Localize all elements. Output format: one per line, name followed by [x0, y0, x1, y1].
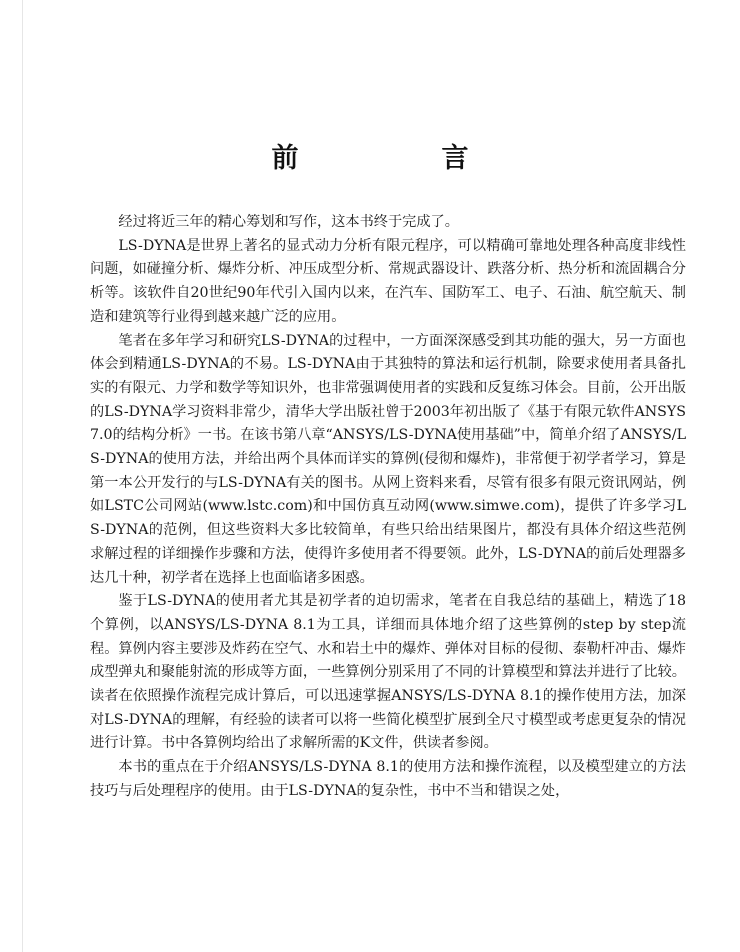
paragraph-3: 笔者在多年学习和研究LS-DYNA的过程中，一方面深深感受到其功能的强大，另一方面也体会到精通LS-DYNA的不易。LS-DYNA由于其独特的算法和运行机制，除要求使用者具备扎实的有限元、力学和数学等知识外，也非常强调使用者的实践和反复练习体会。目前，公开出版的LS-DYNA学习资料非常少，清华大学出版社曾于2003年初出版了《基于有限元软件ANSYS 7.0的结构分析》一书。在该书第八章“ANSYS/LS-DYNA使用基础”中，简单介绍了ANSYS/LS-DYNA的使用方法，并给出两个具体而详实的算例(侵彻和爆炸)，非常便于初学者学习，算是第一本公开发行的与LS-DYNA有关的图书。从网上资料来看，尽管有很多有限元资讯网站，例如LSTC公司网站(www.lstc.com)和中国仿真互动网(www.simwe.com)，提供了许多学习LS-DYNA的范例，但这些资料大多比较简单，有些只给出结果图片，都没有具体介绍这些范例求解过程的详细操作步骤和方法，使得许多使用者不得要领。此外，LS-DYNA的前后处理器多达几十种，初学者在选择上也面临诸多困惑。 — [90, 332, 686, 586]
paragraph-5: 本书的重点在于介绍ANSYS/LS-DYNA 8.1的使用方法和操作流程，以及模型建立的方法技巧与后处理程序的使用。由于LS-DYNA的复杂性，书中不当和错误之处， — [90, 759, 686, 799]
paragraph-2: LS-DYNA是世界上著名的显式动力分析有限元程序，可以精确可靠地处理各种高度非线性问题，如碰撞分析、爆炸分析、冲压成型分析、常规武器设计、跌落分析、热分析和流固耦合分析等。该软件自20世纪90年代引入国内以来，在汽车、国防军工、电子、石油、航空航天、制造和建筑等行业得到越来越广泛的应用。 — [90, 237, 686, 325]
preface-body — [90, 211, 686, 804]
paragraph-4: 鉴于LS-DYNA的使用者尤其是初学者的迫切需求，笔者在自我总结的基础上，精选了18个算例，以ANSYS/LS-DYNA 8.1为工具，详细而具体地介绍了这些算例的step by step流程。算例内容主要涉及炸药在空气、水和岩土中的爆炸、弹体对目标的侵彻、泰勒杆冲击、爆炸成型弹丸和聚能射流的形成等方面，一些算例分别采用了不同的计算模型和算法并进行了比较。读者在依照操作流程完成计算后，可以迅速掌握ANSYS/LS-DYNA 8.1的操作使用方法，加深对LS-DYNA的理解，有经验的读者可以将一些简化模型扩展到全尺寸模型或考虑更复杂的情况进行计算。书中各算例均给出了求解所需的K文件，供读者参阅。 — [90, 593, 686, 752]
paragraph-1: 经过将近三年的精心筹划和写作，这本书终于完成了。 — [118, 214, 459, 230]
page-title: 前 言 — [271, 143, 527, 174]
